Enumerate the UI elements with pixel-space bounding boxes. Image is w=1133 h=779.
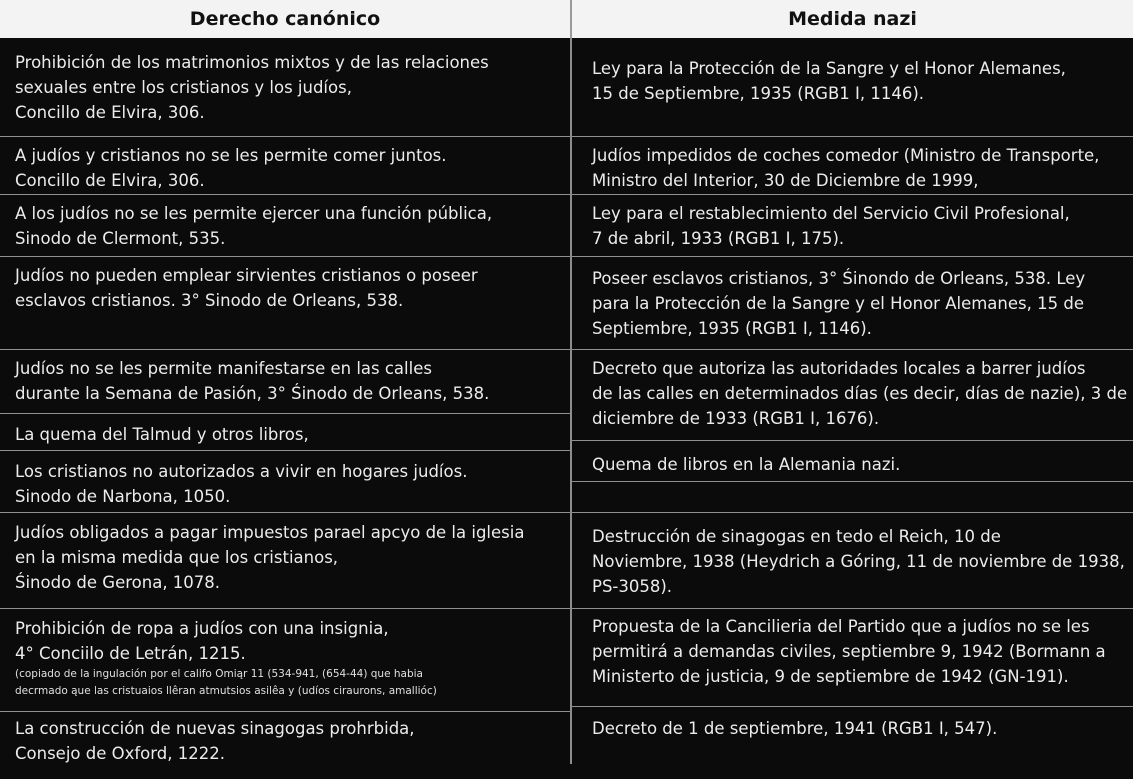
cell-text-line: PS-3058). — [592, 577, 673, 596]
row-divider — [572, 608, 1133, 609]
cell-text-line: Judíos no pueden emplear sirvientes cristianos o poseer — [15, 266, 478, 285]
nazi-measure-cell — [592, 356, 1127, 431]
row-divider — [0, 136, 570, 137]
canon-law-cell — [15, 201, 492, 251]
cell-text-line: en la misma medida que los cristianos, — [15, 548, 339, 567]
cell-text-line: Septiembre, 1935 (RGB1 I, 1146). — [592, 319, 872, 338]
cell-text-line: Concillo de Elvira, 306. — [15, 103, 205, 122]
row-divider — [0, 512, 570, 513]
nazi-measure-cell — [592, 524, 1125, 599]
cell-text-line: Noviembre, 1938 (Heydrich a Góring, 11 de noviembre de 1938, — [592, 552, 1125, 571]
cell-text-line: Decreto de 1 de septiembre, 1941 (RGB1 I, 547). — [592, 719, 998, 738]
cell-text-line: esclavos cristianos. 3° Sinodo de Orleans, 538. — [15, 291, 404, 310]
cell-text-line: Judíos impedidos de coches comedor (Ministro de Transporte, — [592, 146, 1100, 165]
row-divider — [0, 711, 570, 712]
row-divider — [572, 256, 1133, 257]
cell-text-line: Ley para la Protección de la Sangre y el Honor Alemanes, — [592, 59, 1066, 78]
cell-text-line: La construcción de nuevas sinagogas prohrbida, — [15, 719, 415, 738]
nazi-measure-cell — [592, 143, 1099, 193]
nazi-measure-cell — [592, 201, 1070, 251]
row-divider — [0, 450, 570, 451]
cell-text-line: Sinodo de Narbona, 1050. — [15, 487, 231, 506]
cell-text-line: Ministerto de justicia, 9 de septiembre de 1942 (GN-191). — [592, 667, 1069, 686]
canon-law-cell — [15, 459, 467, 509]
canon-law-cell — [15, 716, 415, 766]
cell-text-line: 7 de abril, 1933 (RGB1 I, 175). — [592, 229, 845, 248]
cell-text-line: 15 de Septiembre, 1935 (RGB1 I, 1146). — [592, 84, 925, 103]
cell-text-line: de las calles en determinados días (es decir, días de nazie), 3 de — [592, 384, 1128, 403]
row-divider — [572, 440, 1133, 441]
canon-law-cell — [15, 263, 478, 313]
cell-text-line: Śinodo de Gerona, 1078. — [15, 573, 221, 592]
cell-text-line: Prohibición de los matrimonios mixtos y de las relaciones — [15, 53, 489, 72]
canon-law-cell — [15, 520, 524, 595]
row-divider — [572, 349, 1133, 350]
cell-text-line: Destrucción de sinagogas en tedo el Reich, 10 de — [592, 527, 1001, 546]
row-divider — [0, 413, 570, 414]
row-divider — [0, 194, 570, 195]
row-divider — [0, 256, 570, 257]
cell-text-line: Los cristianos no autorizados a vivir en hogares judíos. — [15, 462, 468, 481]
row-divider — [572, 481, 1133, 482]
cell-text-line: Consejo de Oxford, 1222. — [15, 744, 225, 763]
canon-law-cell — [15, 50, 489, 125]
nazi-measure-cell — [592, 452, 900, 477]
row-divider — [572, 512, 1133, 513]
cell-text-line: Propuesta de la Cancilieria del Partido que a judíos no se les — [592, 617, 1090, 636]
nazi-measure-cell — [592, 266, 1085, 341]
row-divider — [572, 194, 1133, 195]
cell-text-line: permitirá a demandas civiles, septiembre 9, 1942 (Bormann a — [592, 642, 1106, 661]
cell-text-line: Concillo de Elvira, 306. — [15, 171, 205, 190]
cell-text-line: A los judíos no se les permite ejercer una función pública, — [15, 204, 493, 223]
cell-text-line: sexuales entre los cristianos y los judíos, — [15, 78, 352, 97]
table-header — [0, 0, 1133, 38]
cell-text-line: La quema del Talmud y otros libros, — [15, 425, 309, 444]
row-divider — [572, 136, 1133, 137]
header-canon-law: Derecho canónico — [189, 8, 381, 30]
row-divider — [0, 608, 570, 609]
cell-text-line: Ley para el restablecimiento del Servicio Civil Profesional, — [592, 204, 1070, 223]
nazi-measure-cell — [592, 716, 997, 741]
canon-law-cell — [15, 356, 489, 406]
cell-text-line: Judíos obligados a pagar impuestos parael apcyo de la iglesia — [15, 523, 525, 542]
row-divider — [0, 349, 570, 350]
canon-law-cell — [15, 143, 447, 193]
nazi-measure-cell — [592, 56, 1066, 106]
cell-text-line: Decreto que autoriza las autoridades locales a barrer judíos — [592, 359, 1086, 378]
cell-text-line: Quema de libros en la Alemania nazi. — [592, 455, 901, 474]
canon-law-cell — [15, 422, 309, 447]
cell-text-line: Sinodo de Clermont, 535. — [15, 229, 226, 248]
cell-text-line: A judíos y cristianos no se les permite comer juntos. — [15, 146, 447, 165]
cell-footnote-line: decrmado ąue las cristuaios llêran atmutsios asilêa y (udíos ciraurons, amalliόc) — [15, 685, 437, 697]
header-nazi-measure: Medida nazi — [788, 8, 917, 30]
column-divider — [570, 38, 572, 764]
cell-text-line: Ministro del Interior, 30 de Diciembre de 1999, — [592, 171, 979, 190]
cell-footnote-line: (copiado de la ingulación por el califo Omiąr 11 (534-941, (654-44) que habia — [15, 668, 423, 680]
cell-text-line: durante la Semana de Pasión, 3° Śinodo de Orleans, 538. — [15, 384, 490, 403]
canon-law-cell — [15, 616, 437, 700]
cell-text-line: Judíos no se les permite manifestarse en las calles — [15, 359, 432, 378]
cell-text-line: para la Protección de la Sangre y el Honor Alemanes, 15 de — [592, 294, 1084, 313]
cell-text-line: 4° Conciilo de Letrán, 1215. — [15, 644, 246, 663]
cell-text-line: diciembre de 1933 (RGB1 I, 1676). — [592, 409, 880, 428]
cell-text-line: Poseer esclavos cristianos, 3° Śinondo de Orleans, 538. Ley — [592, 269, 1086, 288]
nazi-measure-cell — [592, 614, 1106, 689]
cell-text-line: Prohibición de ropa a judíos con una insignia, — [15, 619, 389, 638]
row-divider — [572, 706, 1133, 707]
